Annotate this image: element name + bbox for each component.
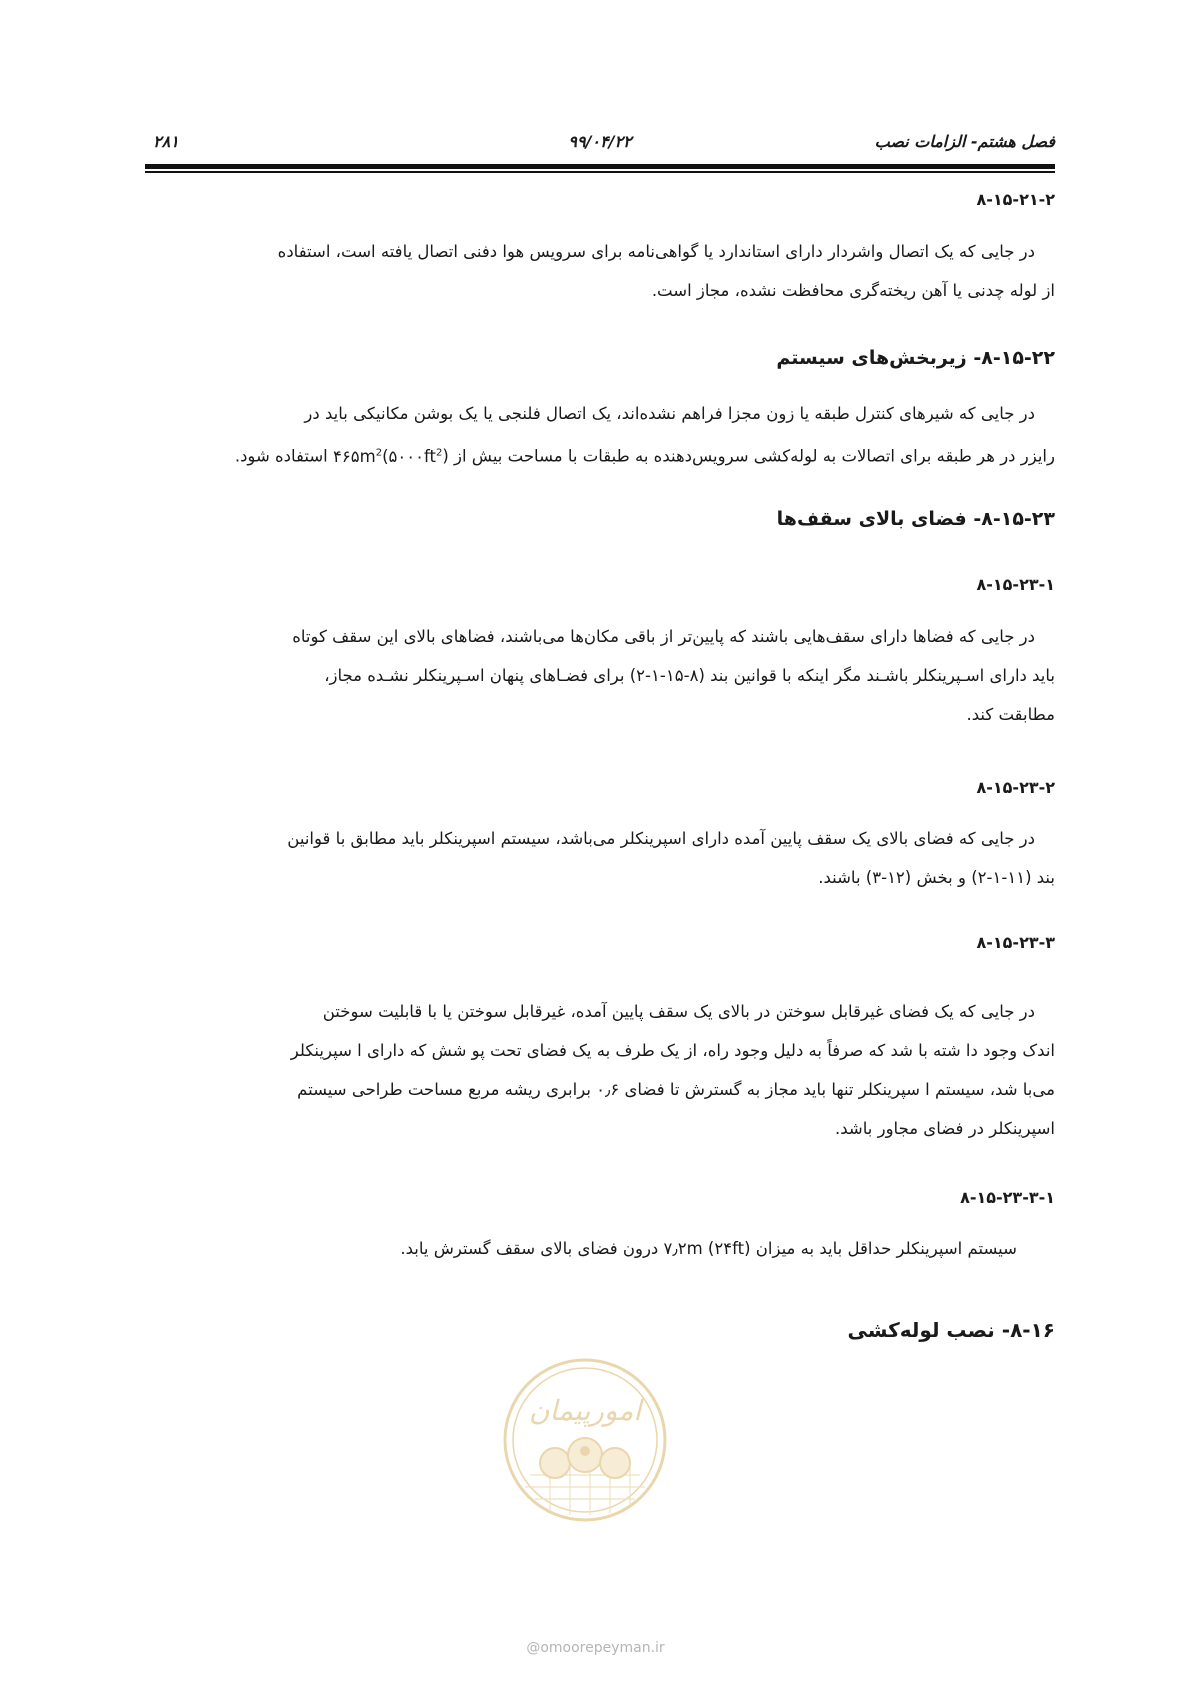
paragraph-line: بند (۱۱-۱-۲) و بخش (۱۲-۳) باشند. <box>818 868 1055 887</box>
paragraph-line: باید دارای اسـپرینکلر باشـند مگر اینکه با قوانین بند (۸-۱۵-۱-۲) برای فضـاهای پنهان اسـپرینکلر نشـده مجاز، <box>324 666 1055 685</box>
paragraph-line: سیستم اسپرینکلر حداقل باید به میزان ۷٫۲m (۲۴ft) درون فضای بالای سقف گسترش یابد. <box>400 1239 1017 1258</box>
paragraph-line: اسپرینکلر در فضای مجاور باشد. <box>835 1119 1055 1138</box>
paragraph-line: در جایی که شیرهای کنترل طبقه یا زون مجزا فراهم نشده‌اند، یک اتصال فلنجی یا یک بوشن مکانیکی باید در <box>304 404 1035 423</box>
clause-number: ۸-۱۵-۲۳-۳ <box>976 933 1055 952</box>
page-number: ۲۸۱ <box>153 132 179 151</box>
chapter-title: فصل هشتم- الزامات نصب <box>874 132 1055 151</box>
paragraph-line: در جایی که یک فضای غیرقابل سوختن در بالای یک سقف پایین آمده، غیرقابل سوختن یا با قابلیت سوختن <box>322 1002 1035 1021</box>
paragraph <box>145 617 1055 734</box>
watermark-logo <box>500 1355 670 1525</box>
section-heading: ۸-۱۵-۲۳- فضای بالای سقف‌ها <box>776 508 1055 530</box>
paragraph <box>145 819 1055 897</box>
paragraph-line: در جایی که یک اتصال واشردار دارای استاندارد یا گواهی‌نامه برای سرویس هوا دفنی اتصال یافته است، استفاده <box>277 242 1035 261</box>
watermark-logo-text: امورپیمان <box>528 1394 642 1427</box>
paragraph-text: ) استفاده شود. <box>234 446 449 466</box>
header-rule-thin <box>145 171 1055 173</box>
area-metric: ۴۶۵m <box>333 446 376 466</box>
paragraph-line: مطابقت کند. <box>966 705 1055 724</box>
watermark-url: @omoorepeyman.ir <box>526 1640 665 1656</box>
area-value <box>333 447 442 466</box>
paragraph-text: رایزر در هر طبقه برای اتصالات به لوله‌کشی سرویس‌دهنده به طبقات با مساحت بیش از <box>448 446 1055 466</box>
paragraph <box>145 1229 1055 1268</box>
paragraph-line: از لوله چدنی یا آهن ریخته‌گری محافظت نشده، مجاز است. <box>651 281 1055 300</box>
area-imperial: (۵۰۰۰ft <box>382 446 436 466</box>
clause-number: ۸-۱۵-۲۳-۲ <box>976 778 1055 797</box>
clause-number: ۸-۱۵-۲۳-۱ <box>976 575 1055 594</box>
section-heading: ۸-۱۵-۲۲- زیربخش‌های سیستم <box>776 347 1055 369</box>
paragraph-line: در جایی که فضاها دارای سقف‌هایی باشند که پایین‌تر از باقی مکان‌ها می‌باشند، فضاهای بالای این سقف کوتاه <box>292 627 1035 646</box>
clause-number: ۸-۱۵-۲۱-۲ <box>976 190 1055 209</box>
paragraph <box>145 232 1055 310</box>
paragraph-line: اندک وجود دا شته با شد که صرفاً به دلیل وجود راه، از یک طرف به یک فضای تحت پو شش که دارای ا سپرینکلر <box>290 1041 1055 1060</box>
superscript: 2 <box>435 447 443 458</box>
paragraph <box>145 992 1055 1148</box>
paragraph-line: می‌با شد، سیستم ا سپرینکلر تنها باید مجاز به گسترش تا فضای ۰٫۶ برابری ریشه مربع مساحت طراحی سیستم <box>297 1080 1055 1099</box>
paragraph-line <box>145 433 1055 476</box>
superscript: 2 <box>375 447 383 458</box>
header-rule-thick <box>145 164 1055 169</box>
page-header <box>145 132 1055 158</box>
paragraph-line: در جایی که فضای بالای یک سقف پایین آمده دارای اسپرینکلر می‌باشد، سیستم اسپرینکلر باید مطابق با قوانین <box>287 829 1035 848</box>
clause-number: ۸-۱۵-۲۳-۳-۱ <box>960 1188 1055 1207</box>
header-date: ۹۹/۰۴/۲۲ <box>568 132 632 151</box>
paragraph <box>145 394 1055 476</box>
section-heading: ۸-۱۶- نصب لوله‌کشی <box>847 1318 1055 1342</box>
